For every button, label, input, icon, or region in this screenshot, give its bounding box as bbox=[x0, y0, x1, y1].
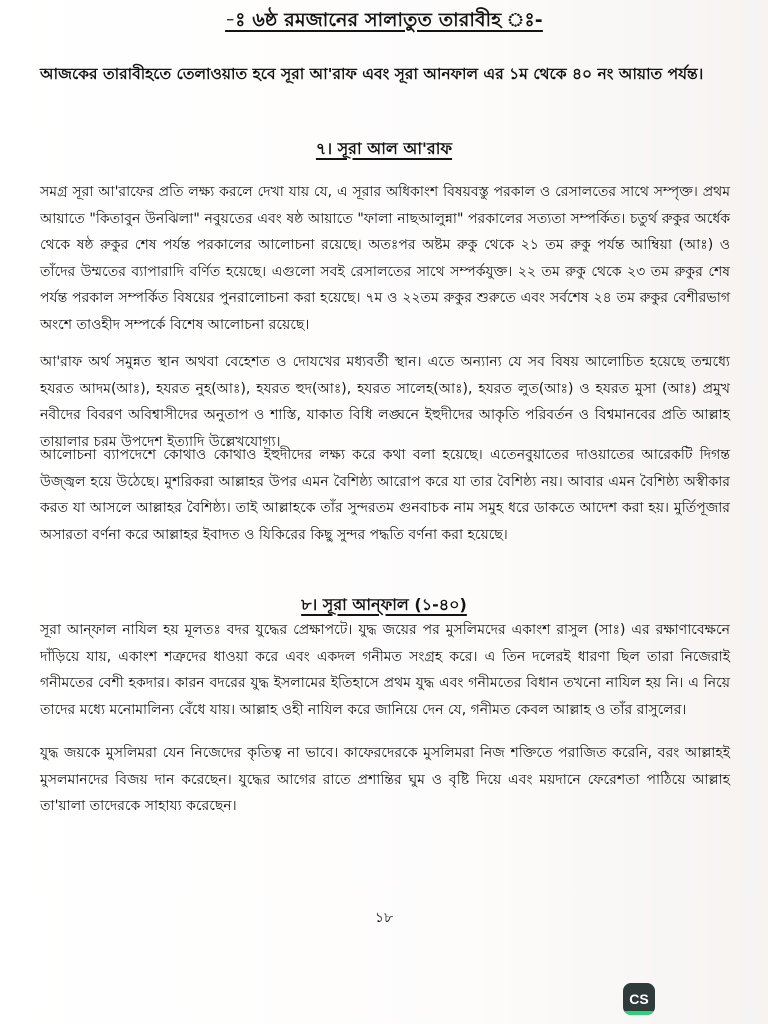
anfal-paragraph-2: যুদ্ধ জয়কে মুসলিমরা যেন নিজেদের কৃতিত্ব না ভাবে। কাফেরদেরকে মুসলিমরা নিজ শক্তিতে পরাজিত করেনি, বরং আল্লাহই মুসলমানদের বিজয় দান করেছেন। যুদ্ধের আগের রাতে প্রশান্তির ঘুম ও বৃষ্টি দিয়ে এবং ময়দানে ফেরেশতা পাঠিয়ে আল্লাহ তা'য়ালা তাদেরকে সাহায্য করেছেন। bbox=[40, 745, 730, 814]
page-title bbox=[0, 6, 768, 38]
section-heading-araf bbox=[0, 136, 768, 163]
araf-paragraph-2: আ'রাফ অর্থ সমুন্নত স্থান অথবা বেহেশত ও দোযখের মধ্যবর্তী স্থান। এতে অন্যান্য যে সব বিষয় আলোচিত হয়েছে তন্মধ্যে হযরত আদম(আঃ), হযরত নুহ(আঃ), হযরত হুদ(আঃ), হযরত সালেহ(আঃ), হযরত লুত(আঃ) ও হযরত মুসা (আঃ) প্রমুখ নবীদের বিবরণ অবিশ্বাসীদের অনুতাপ ও শাস্তি, যাকাত বিধি লঙ্ঘনে ইহুদীদের আকৃতি পরিবর্তন ও বিশ্বমানবের প্রতি আল্লাহ তায়ালার চরম উপদেশ ইত্যাদি উল্লেখযোগ্য। bbox=[40, 354, 730, 450]
araf-paragraph-3: আলোচনা ব্যাপদেশে কোথাও কোথাও ইহুদীদের লক্ষ্য করে কথা বলা হয়েছে। এতেনবুয়াতের দাওয়াতের আরেকটি দিগন্ত উজ্জ্বল হয়ে উঠেছে। মুশরিকরা আল্লাহর উপর এমন বৈশিষ্ঠ্য আরোপ করে যা তার বৈশিষ্ঠ্য নয়। আবার এমন বৈশিষ্ঠ্য অস্বীকার করত যা আসলে আল্লাহর বৈশিষ্ঠ্য। তাই আল্লাহকে তাঁর সুন্দরতম গুনবাচক নাম সমুহ ধরে ডাকতে আদেশ করা হয়। মুর্তিপূজার অসারতা বর্ণনা করে আল্লাহর ইবাদত ও যিকিরের কিছু সুন্দর পদ্ধতি বর্ণনা করা হয়েছে। bbox=[40, 447, 730, 543]
camscanner-logo-icon bbox=[623, 983, 655, 1015]
anfal-paragraph-1: সূরা আন্‌ফাল নাযিল হয় মূলতঃ বদর যুদ্ধের প্রেক্ষাপটে। যুদ্ধ জয়ের পর মুসলিমদের একাংশ রাসুল (সাঃ) এর রক্ষাণাবেক্ষনে দাঁড়িয়ে যায়, একাংশ শত্রুদের ধাওয়া করে এবং একদল গনীমত সংগ্রহ করে। এ তিন দলেরই ধারণা ছিল তারা নিজেরাই গনীমতের বেশী হকদার। কারন বদরের যুদ্ধ ইসলামের ইতিহাসে প্রথম যুদ্ধ এবং গনীমতের বিধান তখনো নাযিল হয় নি। এ নিয়ে তাদের মধ্যে মনোমালিন্য বেঁধে যায়। আল্লাহ ওহী নাযিল করে জানিয়ে দেন যে, গনীমত কেবল আল্লাহ ও তাঁর রাসুলের। bbox=[40, 622, 730, 718]
camscanner-logo-strip bbox=[623, 1011, 655, 1015]
page-number: ১৮ bbox=[374, 910, 394, 926]
section-heading-anfal bbox=[0, 592, 768, 619]
camscanner-logo-text: CS bbox=[629, 991, 649, 1007]
section-heading-anfal-text: ৮। সূরা আন্‌ফাল (১-৪০) bbox=[301, 595, 467, 614]
section-heading-araf-text: ৭। সূরা আল আ'রাফ bbox=[315, 139, 453, 158]
intro-paragraph: আজকের তারাবীহতে তেলাওয়াত হবে সূরা আ'রাফ এবং সূরা আনফাল এর ১ম থেকে ৪০ নং আয়াত পর্যন্ত। bbox=[40, 65, 704, 83]
page-title-text: -ঃ ৬ষ্ঠ রমজানের সালাতুত তারাবীহ ঃ- bbox=[225, 9, 543, 31]
araf-paragraph-1: সমগ্র সূরা আ'রাফের প্রতি লক্ষ্য করলে দেখা যায় যে, এ সূরার অধিকাংশ বিষয়বস্তু পরকাল ও রেসালতের সাথে সম্পৃক্ত। প্রথম আয়াতে "কিতাবুন উনঝিলা" নবুয়তের এবং ষষ্ঠ আয়াতে "ফালা নাছআলুন্না" পরকালের সত্যতা সম্পর্কিত। চতুর্থ রুকুর অর্ধেক থেকে ষষ্ঠ রুকুর শেষ পর্যন্ত পরকালের আলোচনা রয়েছে। অতঃপর অষ্টম রুকু থেকে ২১ তম রুকু পর্যন্ত আম্বিয়া (আঃ) ও তাঁদের উম্মতের ব্যাপারাদি বর্ণিত হয়েছে। এগুলো সবই রেসালতের সাথে সম্পর্কযুক্ত। ২২ তম রুকু থেকে ২৩ তম রুকুর শেষ পর্যন্ত পরকাল সম্পর্কিত বিষয়ের পুনরালোচনা করা হয়েছে। ৭ম ও ২২তম রুকুর শুরুতে এবং সর্বশেষ ২৪ তম রুকুর বেশীরভাগ অংশে তাওহীদ সম্পর্কে বিশেষ আলোচনা রয়েছে। bbox=[40, 184, 730, 333]
